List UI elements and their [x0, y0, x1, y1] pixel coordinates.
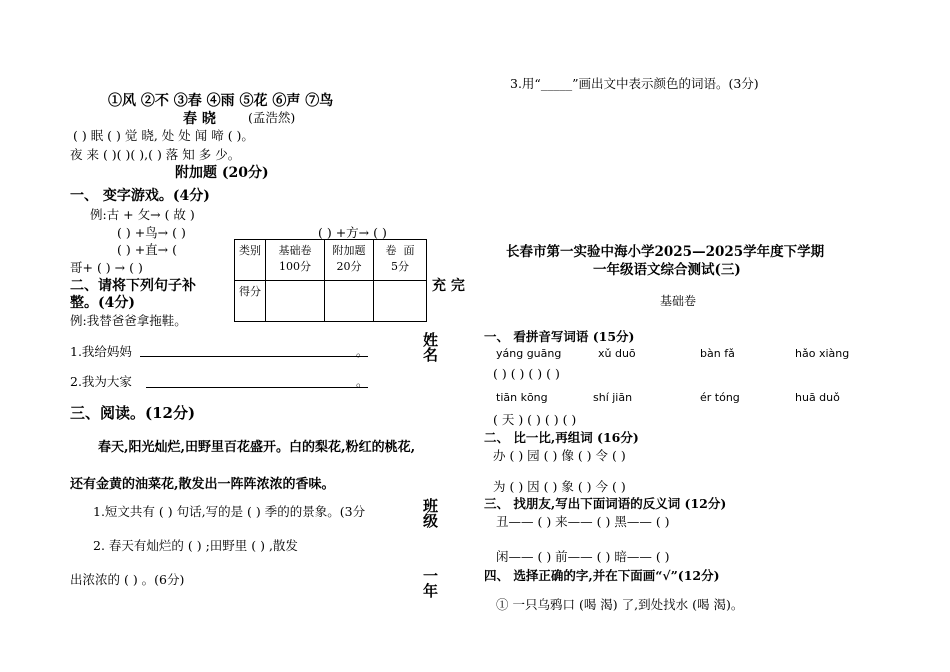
pinyin-4: hǎo xiàng	[795, 347, 850, 360]
poem-line-1: ( ) 眠 ( ) 觉 晓, 处 处 闻 啼 ( )。	[73, 128, 254, 143]
pinyin-1: yáng guāng	[496, 347, 562, 360]
class-label: 班级	[421, 498, 439, 528]
compare-row-1[interactable]: 办 ( ) 园 ( ) 像 ( ) 令 ( )	[493, 448, 626, 463]
score-cell-basic[interactable]	[266, 281, 325, 322]
section-1-row-1b: ( ) +方→ ( )	[318, 225, 387, 240]
score-table	[234, 239, 427, 322]
part-3-heading: 三、 找朋友,写出下面词语的反义词 (12分)	[484, 496, 727, 511]
poem-character-bank: ①风 ②不 ③春 ④雨 ⑤花 ⑥声 ⑦鸟	[108, 93, 334, 109]
exam-title-line-2: 一年级语文综合测试(三)	[593, 262, 741, 278]
antonym-row-2[interactable]: 闲—— ( ) 前—— ( ) 暗—— ( )	[496, 549, 670, 564]
reading-question-2: 2. 春天有灿烂的 ( ) ;田野里 ( ) ,散发	[93, 538, 298, 553]
section-2-heading-b: 充 完	[432, 278, 465, 294]
section-1-heading: 一、 变字游戏。(4分)	[70, 188, 210, 204]
exam-title-line-1: 长春市第一实验中海小学2025—2025学年度下学期	[506, 244, 825, 260]
antonym-row-1[interactable]: 丑—— ( ) 来—— ( ) 黑—— ( )	[496, 514, 670, 529]
part-1-heading: 一、 看拼音写词语 (15分)	[484, 329, 635, 344]
pinyin-3: bàn fǎ	[700, 347, 735, 360]
section-2-example: 例:我替爸爸拿拖鞋。	[70, 313, 187, 328]
reading-passage-line-2: 还有金黄的油菜花,散发出一阵阵浓浓的香味。	[70, 477, 335, 492]
pinyin-8: huā duǒ	[795, 391, 840, 404]
section-2-heading-c: 整。(4分)	[70, 295, 135, 311]
pinyin-answers-row-1[interactable]: ( ) ( ) ( ) ( )	[493, 366, 560, 381]
reading-passage-line-1: 春天,阳光灿烂,田野里百花盛开。白的梨花,粉红的桃花,	[98, 440, 416, 455]
reading-question-3: 3.用“_____”画出文中表示颜色的词语。(3分)	[510, 76, 759, 91]
pinyin-7: ér tóng	[700, 391, 740, 404]
compare-row-2[interactable]: 为 ( ) 因 ( ) 象 ( ) 今 ( )	[493, 479, 626, 494]
pinyin-6: shí jiān	[593, 391, 633, 404]
reading-question-1: 1.短文共有 ( ) 句话,写的是 ( ) 季的的景象。(3分	[93, 504, 366, 519]
extra-section-heading: 附加题 (20分)	[175, 165, 269, 181]
part-2-heading: 二、 比一比,再组词 (16分)	[484, 430, 639, 445]
section-1-row-1a: ( ) +鸟→ ( )	[117, 225, 186, 240]
part-4-heading: 四、 选择正确的字,并在下面画“√”(12分)	[484, 568, 720, 583]
score-header-category: 类别	[235, 240, 266, 281]
score-header-neatness: 卷 面 5分	[374, 240, 427, 281]
section-2-heading-a: 二、请将下列句子补	[70, 278, 196, 294]
pinyin-5: tiān kōng	[496, 391, 548, 404]
pinyin-answers-row-2[interactable]: ( 天 ) ( ) ( ) ( )	[493, 412, 577, 427]
score-row-label: 得分	[235, 281, 266, 322]
poem-author: (孟浩然)	[248, 110, 296, 125]
score-header-basic: 基础卷 100分	[266, 240, 325, 281]
answer-line-1[interactable]	[140, 356, 368, 357]
section-1-row-3: 哥+ ( ) → ( )	[70, 260, 143, 275]
score-header-extra: 附加题 20分	[325, 240, 374, 281]
pinyin-2: xǔ duō	[598, 347, 636, 360]
score-cell-neatness[interactable]	[374, 281, 427, 322]
score-cell-extra[interactable]	[325, 281, 374, 322]
section-2-question-1: 1.我给妈妈	[70, 344, 132, 359]
section-2-question-2: 2.我为大家	[70, 374, 132, 389]
answer-line-2-period: 。	[356, 374, 369, 389]
answer-line-1-period: 。	[356, 344, 369, 359]
reading-question-2-continued: 出浓浓的 ( ) 。(6分)	[70, 572, 185, 587]
part-4-question-1[interactable]: ① 一只乌鸦口 (喝 渴) 了,到处找水 (喝 渴)。	[496, 597, 744, 612]
answer-line-2[interactable]	[146, 387, 368, 388]
section-1-row-2: ( ) +直→ (	[117, 242, 177, 257]
poem-line-2: 夜 来 ( )( )( ),( ) 落 知 多 少。	[70, 147, 241, 162]
section-3-heading: 三、阅读。(12分)	[70, 404, 196, 422]
student-name-label: 姓名	[421, 332, 439, 362]
exam-subtitle: 基础卷	[660, 294, 697, 308]
poem-title: 春 晓	[183, 111, 216, 127]
grade-label: 一年	[421, 568, 439, 598]
section-1-example: 例:古 + 攵→ ( 故 )	[90, 207, 195, 222]
